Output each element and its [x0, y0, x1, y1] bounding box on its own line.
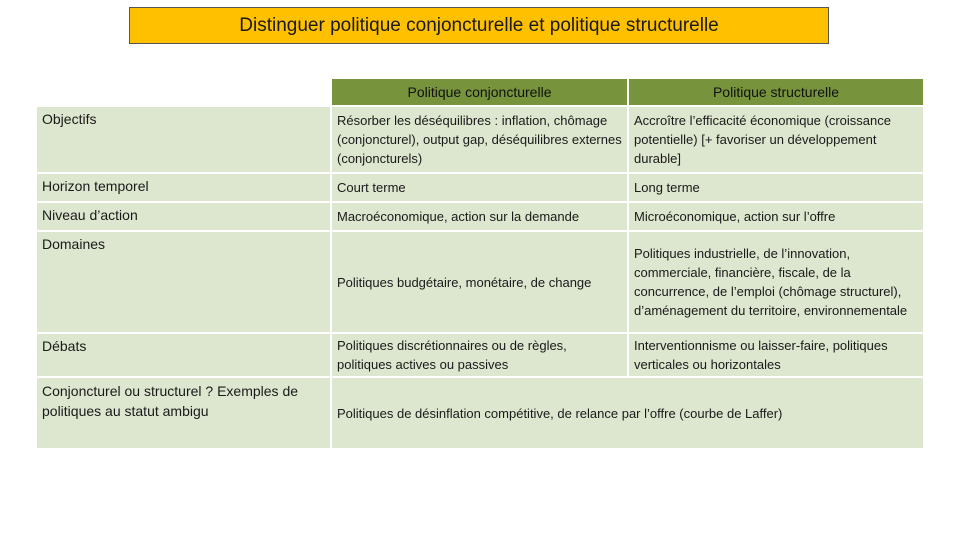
- table-row-domaines: [37, 232, 923, 332]
- cell-structurelle: Interventionnisme ou laisser-faire, politiques verticales ou horizontales: [629, 334, 923, 376]
- row-label: Conjoncturel ou structurel ? Exemples de politiques au statut ambigu: [37, 378, 330, 448]
- row-label: Débats: [37, 334, 330, 376]
- row-label: Objectifs: [37, 107, 330, 172]
- cell-structurelle: Long terme: [629, 174, 923, 201]
- header-empty-cell: [37, 79, 330, 105]
- table-row-objectifs: [37, 107, 923, 172]
- cell-conjoncturelle: Résorber les déséquilibres : inflation, chômage (conjoncturel), output gap, déséquilibres externes (conjoncturels): [332, 107, 627, 172]
- header-structurelle: Politique structurelle: [629, 79, 923, 105]
- row-label: Domaines: [37, 232, 330, 332]
- table-row-debats: [37, 334, 923, 376]
- cell-structurelle: Politiques industrielle, de l’innovation, commerciale, financière, fiscale, de la concurrence, de l’emploi (chômage structurel), d’aménagement du territoire, environnementale: [629, 232, 923, 332]
- table-row-horizon: [37, 174, 923, 201]
- header-conjoncturelle: Politique conjoncturelle: [332, 79, 627, 105]
- cell-conjoncturelle: Macroéconomique, action sur la demande: [332, 203, 627, 230]
- slide-title: Distinguer politique conjoncturelle et politique structurelle: [129, 7, 829, 44]
- cell-conjoncturelle: Court terme: [332, 174, 627, 201]
- cell-structurelle: Accroître l’efficacité économique (croissance potentielle) [+ favoriser un développement durable]: [629, 107, 923, 172]
- table-header-row: [37, 79, 923, 105]
- comparison-table: [37, 79, 923, 448]
- table-row-ambigu: [37, 378, 923, 448]
- cell-conjoncturelle: Politiques discrétionnaires ou de règles, politiques actives ou passives: [332, 334, 627, 376]
- cell-structurelle: Microéconomique, action sur l’offre: [629, 203, 923, 230]
- cell-conjoncturelle: Politiques budgétaire, monétaire, de change: [332, 232, 627, 332]
- cell-merged-examples: Politiques de désinflation compétitive, de relance par l’offre (courbe de Laffer): [332, 378, 923, 448]
- row-label: Niveau d’action: [37, 203, 330, 230]
- row-label: Horizon temporel: [37, 174, 330, 201]
- table-row-niveau: [37, 203, 923, 230]
